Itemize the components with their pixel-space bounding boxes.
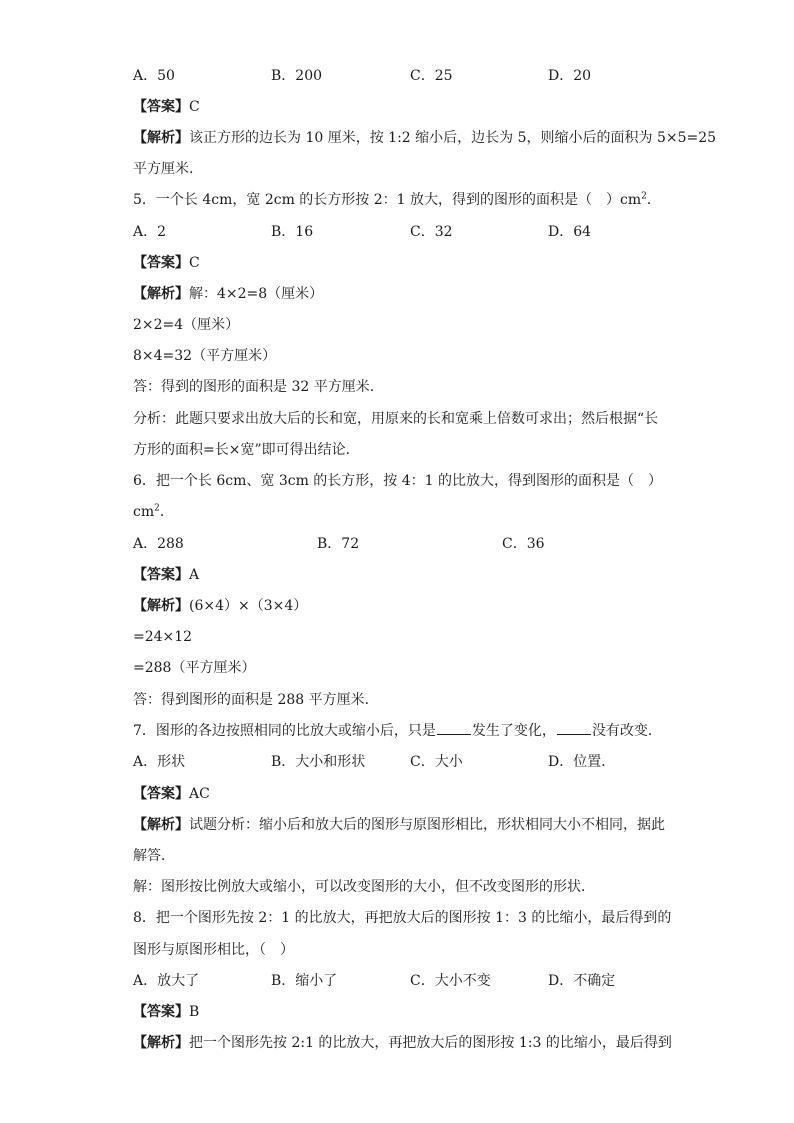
q6-option-b: B．72 [317,536,360,552]
q4-option-c: C．25 [410,68,453,84]
q4-option-b: B．200 [271,68,323,84]
q5-analysis-line-5: 分析：此题只要求出放大后的长和宽，用原来的长和宽乘上倍数可求出；然后根据“长 [133,411,659,427]
q7-question [133,722,662,740]
q7-option-a: A．形状 [133,754,186,770]
q5-option-a: A．2 [133,224,167,240]
answer-value: C [189,99,200,115]
answer-value: B [189,1004,200,1020]
q6-analysis-line-3: =288（平方厘米） [133,660,256,676]
answer-value: AC [189,786,210,802]
q4-answer [133,98,200,116]
analysis-text: 该正方形的边长为 10 厘米，按 1:2 缩小后，边长为 5，则缩小后的面积为 5×5=25 [189,130,717,146]
q4-analysis-line-2: 平方厘米. [133,161,194,177]
q4-analysis-line-1 [133,129,716,147]
q6-answer [133,566,199,584]
analysis-tag: 【解析】 [133,130,189,146]
analysis-text: 把一个图形先按 2:1 的比放大，再把放大后的图形按 1:3 的比缩小，最后得到 [189,1035,672,1051]
answer-tag: 【答案】 [133,255,189,271]
q6-question-line-1: 6．把一个长 6cm、宽 3cm 的长方形，按 4：1 的比放大，得到图形的面积是（ ） [133,473,663,489]
q4-options [133,67,693,85]
q5-option-d: D．64 [548,224,592,240]
answer-value: A [189,567,200,583]
question-text-end: 没有改变． [591,723,662,739]
q7-option-d: D．位置． [548,754,616,770]
question-text-end: ． [646,192,661,208]
analysis-tag: 【解析】 [133,817,189,833]
q5-options [133,223,693,241]
question-text-end: ． [159,504,174,520]
answer-tag: 【答案】 [133,567,189,583]
superscript: 2 [641,191,647,202]
q8-option-b: B．缩小了 [271,973,338,989]
q4-option-d: D．20 [548,68,592,84]
q7-options [133,753,693,771]
q6-question-line-2 [133,503,174,521]
q7-option-c: C．大小 [410,754,463,770]
answer-value: C [189,255,200,271]
q8-question-line-1: 8．把一个图形先按 2：1 的比放大，再把放大后的图形按 1：3 的比缩小，最后得到的 [133,910,672,926]
analysis-tag: 【解析】 [133,286,189,302]
answer-tag: 【答案】 [133,1004,189,1020]
q8-option-d: D．不确定 [548,973,616,989]
analysis-tag: 【解析】 [133,1035,189,1051]
answer-tag: 【答案】 [133,99,189,115]
q6-option-a: A．288 [133,536,184,552]
q6-analysis-line-4: 答：得到图形的面积是 288 平方厘米． [133,692,379,708]
q5-analysis-line-3: 8×4=32（平方厘米） [133,348,277,364]
analysis-text: 试题分析：缩小后和放大后的图形与原图形相比，形状相同大小不相同，据此 [189,817,665,833]
q5-analysis-line-2: 2×2=4（厘米） [133,317,240,333]
question-text: 5．一个长 4cm，宽 2cm 的长方形按 2：1 放大，得到的图形的面积是（ ）cm [133,192,642,208]
q7-analysis-line-2: 解答． [133,848,175,864]
analysis-text: 解：4×2=8（厘米） [189,286,324,302]
fill-blank-2 [557,722,591,735]
answer-tag: 【答案】 [133,786,189,802]
q8-options [133,972,693,990]
q5-option-b: B．16 [271,224,314,240]
q8-question-line-2: 图形与原图形相比，（ ） [133,942,294,958]
q7-answer [133,785,210,803]
analysis-text: (6×4）×（3×4） [189,598,308,614]
fill-blank-1 [437,722,471,735]
q5-option-c: C．32 [410,224,453,240]
q6-analysis-line-2: =24×12 [133,629,193,645]
question-text-middle: 发生了变化， [471,723,556,739]
q5-answer [133,254,200,272]
q8-option-c: C．大小不变 [410,973,491,989]
q6-analysis-line-1 [133,597,307,615]
question-text: 7．图形的各边按照相同的比放大或缩小后，只是 [133,723,436,739]
q8-answer [133,1003,199,1021]
q5-analysis-line-6: 方形的面积=长×宽”即可得出结论． [133,442,360,458]
q4-option-a: A．50 [133,68,175,84]
q8-option-a: A．放大了 [133,973,200,989]
unit-text: cm [133,504,155,520]
q7-analysis-line-1 [133,816,665,834]
q6-options [133,535,693,553]
q8-analysis-line-1 [133,1034,672,1052]
analysis-tag: 【解析】 [133,598,189,614]
q7-analysis-line-3: 解：图形按比例放大或缩小，可以改变图形的大小，但不改变图形的形状． [133,879,595,895]
q6-option-c: C．36 [502,536,545,552]
q5-analysis-line-1 [133,285,323,303]
q7-option-b: B．大小和形状 [271,754,366,770]
q5-question [133,191,661,209]
superscript: 2 [154,503,160,514]
q5-analysis-line-4: 答：得到的图形的面积是 32 平方厘米． [133,379,384,395]
